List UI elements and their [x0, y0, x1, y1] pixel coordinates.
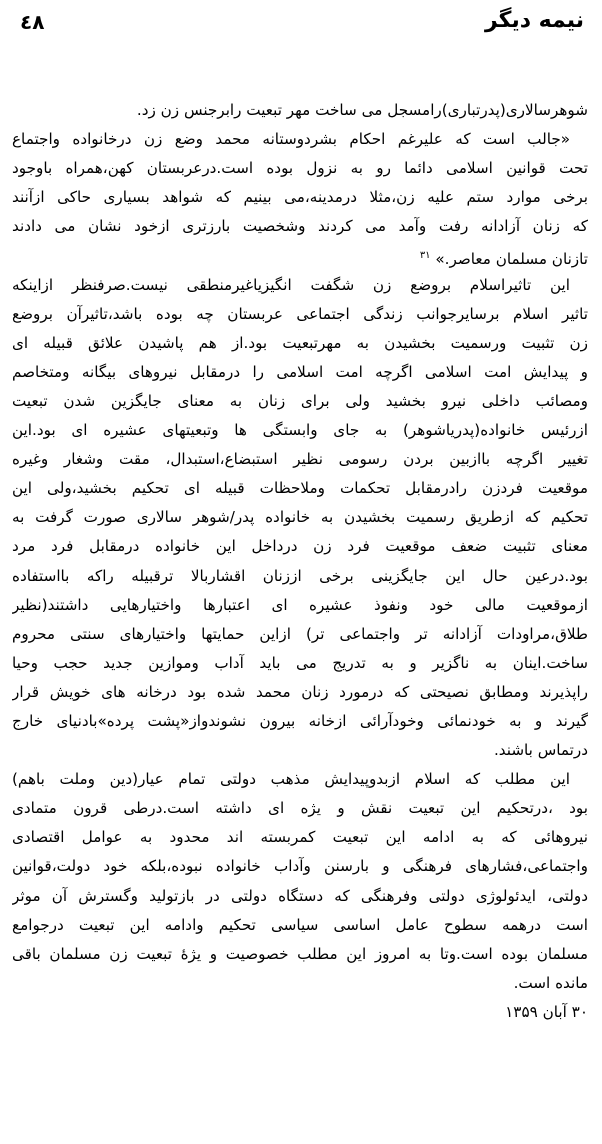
text-line [12, 503, 588, 532]
text-line [12, 678, 588, 707]
text-line [12, 329, 588, 358]
text-line [12, 852, 588, 881]
text-line [12, 125, 588, 154]
line-text: ساخت.اینان به ناگزیر و به تدریج می باید آداب وموازین جدید حجب وحیا [12, 653, 588, 672]
text-line [12, 882, 588, 911]
text-line [12, 387, 588, 416]
text-line [12, 474, 588, 503]
text-line [12, 300, 588, 329]
text-line [12, 532, 588, 561]
text-line [12, 212, 588, 241]
line-text: این مطلب که اسلام ازبدوپیدایش مذهب دولتی تمام عیار(دین وملت باهم) [12, 770, 570, 789]
line-text: ازموقعیت مالی خود ونفوذ عشیره ای اعتبارها واختیارهایی داشتند(نظیر [12, 595, 588, 614]
text-line [12, 183, 588, 212]
text-line [12, 707, 588, 736]
line-text: درتماس باشند. [493, 741, 588, 760]
text-line [12, 591, 588, 620]
line-text: تحکیم که ازطریق رسمیت بخشیدن به خانواده پدر/شوهر سالاری صورت گرفت به [12, 508, 588, 527]
line-text: «جالب است که علیرغم احکام بشردوستانه محمد وضع زن درخانواده واجتماع [12, 130, 570, 149]
line-text: نیروهائی که به ادامه این تبعیت کمربسته اند محدود به عوامل اقتصادی [12, 828, 588, 847]
text-line [12, 358, 588, 387]
text-line [12, 911, 588, 940]
text-line [12, 940, 588, 969]
text-line [12, 998, 588, 1027]
text-line [12, 765, 588, 794]
line-text: و پیدایش امت اسلامی اگرچه امت اسلامی را درمقابل نیروهای بیگانه ومتخاصم [12, 362, 588, 381]
text-line [12, 969, 588, 998]
text-line [12, 271, 588, 300]
text-line [12, 241, 588, 270]
text-line [12, 620, 588, 649]
text-line [12, 562, 588, 591]
line-text: مسلمان بوده است.وتا به امروز این مطلب خصوصیت و یژهٔ تبعیت زن مسلمان باقی [12, 944, 588, 963]
line-text: بود ،درتحکیم این تبعیت نقش و یژه ای داشته است.درطی قرون متمادی [12, 799, 588, 818]
text-line [12, 445, 588, 474]
text-line [12, 96, 588, 125]
page-number: ٤٨ [20, 10, 45, 34]
line-text: راپذیرند ومطابق نصیحتی که درمورد زنان محمد شده بود درخانه های خویش قرار [12, 682, 588, 701]
text-line [12, 154, 588, 183]
footnote-marker: ۳۱ [419, 250, 431, 262]
text-line [12, 823, 588, 852]
line-text: معنای تثبیت ضعف موقعیت فرد زن درداخل این خانواده درمقابل فرد مرد [12, 537, 588, 556]
line-text: تغییر اگرچه باازبین بردن رسومی نظیر استبضاع،استبدال، مقت وشغار وغیره [12, 450, 588, 469]
line-text: موقعیت فردزن رادرمقابل تحکمات وملاحظات قبیله ای تحکیم بخشید،ولی این [12, 479, 588, 498]
line-text: دولتی، ایدئولوژی دولتی وفرهنگی که دستگاه دولتی در بازتولید وگسترش آن موثر [12, 886, 588, 905]
line-text: زن تثبیت ورسمیت بخشیدن به مهرتبعیت بود.از هم پاشیدن علائق قبیله ای [12, 333, 588, 352]
line-text: ازرئیس خانواده(پدریاشوهر) به جای وابستگی ها وتبعیتهای عشیره ای بود.این [12, 421, 588, 440]
line-text: ومصائب داخلی نیرو بخشید ولی برای زنان به معنای جایگزین شدن تبعیت [12, 391, 588, 410]
line-text: گیرند و به خودنمائی وخودآرائی ازخانه بیرون نشوندواز«پشت پرده»بادنیای خارج [12, 711, 588, 730]
text-line [12, 794, 588, 823]
line-text: برخی موارد ستم علیه زن،مثلا درمدینه،می بینیم که شواهد بسیاری حاکی ازآنند [12, 188, 588, 207]
text-line [12, 649, 588, 678]
page-body [12, 96, 588, 1027]
line-text: تازنان مسلمان معاصر.» [435, 250, 588, 269]
text-line [12, 416, 588, 445]
line-text: ۳۰ آبان ۱۳۵۹ [505, 1002, 588, 1021]
line-text: که زنان آزادانه رفت وآمد می کردند وشخصیت بارزتری ازخود نشان می دادند [12, 217, 588, 236]
line-text: مانده است. [513, 973, 588, 992]
line-text: است درهمه سطوح عامل اساسی سیاسی تحکیم وادامه این تبعیت درجوامع [12, 915, 588, 934]
line-text: طلاق،مراودات آزادانه تر واجتماعی تر) ازاین حمایتها واختیارهای سنتی محروم [12, 624, 588, 643]
line-text: تاثیر اسلام برسایرجوانب زندگی اجتماعی عربستان چه بوده باشد،تاثیرآن بروضع [12, 304, 588, 323]
line-text: تحت قوانین اسلامی دائما رو به نزول بوده است.درعربستان کهن،همراه باوجود [12, 159, 588, 178]
running-header-title: نیمه دیگر [484, 8, 584, 33]
line-text: این تاثیراسلام بروضع زن شگفت انگیزیاغیرمنطقی نیست.صرفنظر ازاینکه [12, 275, 570, 294]
text-line [12, 736, 588, 765]
line-text: شوهرسالاری(پدرتباری)رامسجل می ساخت مهر تبعیت رابرجنس زن زد. [136, 101, 588, 119]
line-text: واجتماعی،فشارهای فرهنگی و بارسنن وآداب خانواده نبوده،بلکه خود دولت،قوانین [12, 857, 588, 876]
line-text: بود.درعین حال این جایگزینی برخی اززنان اقشاربالا ترقبیله راکه بااستفاده [12, 566, 588, 585]
